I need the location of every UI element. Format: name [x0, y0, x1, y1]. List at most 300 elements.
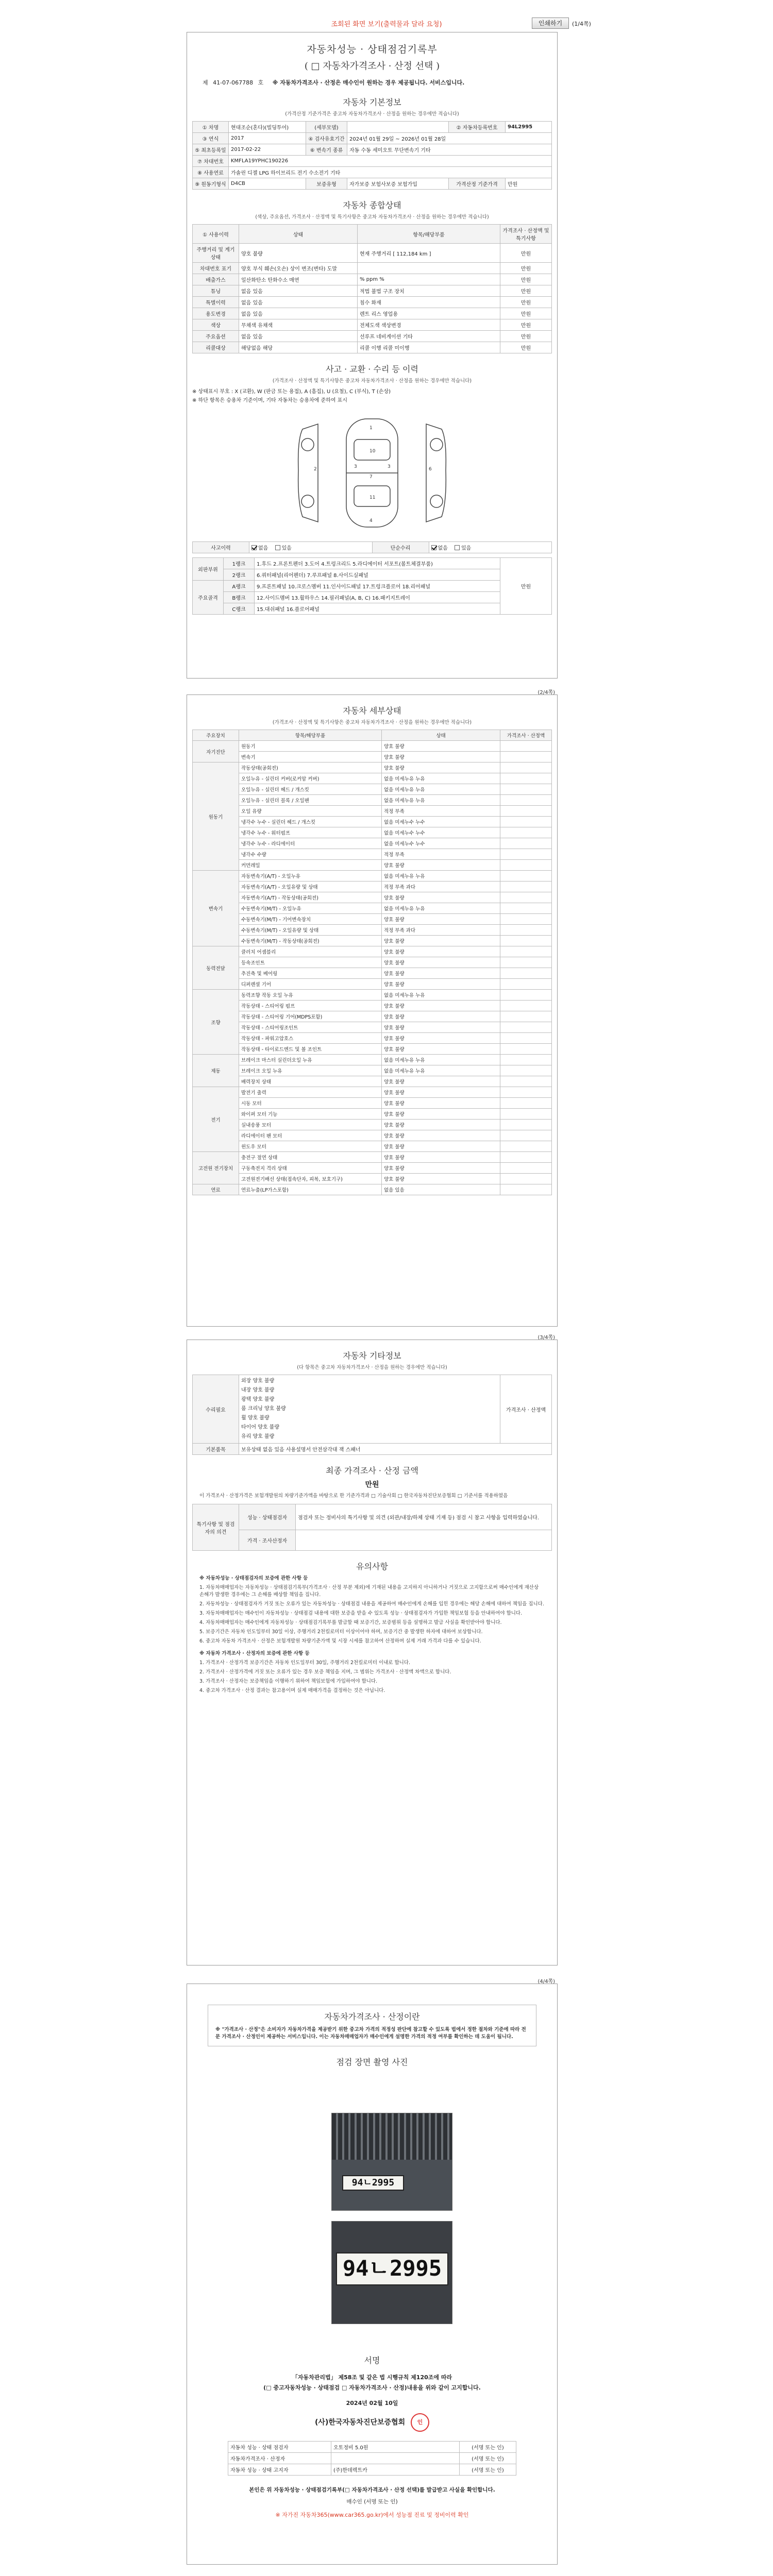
info-box: [208, 2005, 536, 2046]
detail-part: 클러치 어셈블리: [239, 946, 382, 957]
repair-item: 휠 양호 불량: [241, 1415, 270, 1421]
cell-label: ④ 검사유효기간: [306, 133, 347, 144]
front-plate-photo: [331, 2113, 452, 2211]
detail-part: 시동 모터: [239, 1098, 382, 1109]
table-row: [193, 331, 552, 342]
table-row: [193, 1109, 552, 1120]
detail-part: 자동변속기(A/T) - 오일유량 및 상태: [239, 882, 382, 892]
summary-cell-detail: % ppm %: [358, 274, 500, 285]
summary-cell-detail: 침수 화재: [358, 297, 500, 308]
table-row: [193, 1022, 552, 1033]
detail-state: 없음 미세누수 누수: [382, 838, 500, 849]
checkbox: [275, 545, 280, 550]
doc-notice: ※ 자동차가격조사 · 산정은 매수인이 원하는 경우 제공됩니다. 서비스입니다.: [272, 79, 465, 86]
notice-paragraph: 6. 중고차 자동차 가격조사 · 산정은 보험개발원 차량기준가액 및 시장 시세를 참고하여 산정하며 실제 거래 가격과 다를 수 있습니다.: [199, 1638, 481, 1644]
page-1: [187, 32, 558, 679]
table-row: [228, 2453, 516, 2464]
detail-part: 작동상태 - 타이로드엔드 및 볼 조인트: [239, 1044, 382, 1055]
column-header: ① 사용이력: [193, 225, 239, 244]
detail-part: 디퍼렌셜 기어: [239, 979, 382, 990]
detail-state: 양호 불량: [382, 946, 500, 957]
car-diagram: [287, 409, 457, 537]
summary-cell-label: 배출가스: [193, 274, 239, 285]
detail-price: [500, 806, 552, 817]
summary-cell-detail: 렌트 리스 영업용: [358, 308, 500, 319]
detail-part: 작동상태(공회전): [239, 762, 382, 773]
document-subtitle: ( □ 자동차가격조사 · 산정 선택 ): [304, 61, 440, 72]
summary-cell-detail: 전체도색 색상변경: [358, 319, 500, 331]
detail-part: 오일누유 - 실린더 블록 / 오일팬: [239, 795, 382, 806]
summary-cell-detail: [358, 263, 500, 274]
detail-price: [500, 1152, 552, 1163]
special-label: 특기사항 및 점검자의 의견: [193, 1504, 239, 1551]
detail-price: [500, 1109, 552, 1120]
cell-value: KMFLA19YPHC190226: [229, 156, 552, 167]
detail-state: 양호 불량: [382, 1087, 500, 1098]
detail-part: 오일 유량: [239, 806, 382, 817]
detail-state: 없음 미세누유 누유: [382, 903, 500, 914]
detail-part: 연료누출(LP가스포함): [239, 1184, 382, 1195]
cell-label: ② 자동차등록번호: [449, 122, 506, 133]
detail-price: [500, 741, 552, 752]
special-row-label: 가격 · 조사산정자: [239, 1530, 296, 1551]
notice-heading: ※ 자동차 가격조사 · 산정자의 보증에 관한 사항 등: [199, 1651, 310, 1656]
summary-cell-label: 용도변경: [193, 308, 239, 319]
summary-cell-detail: 현재 주행거리 [ 112,184 km ]: [358, 244, 500, 263]
cell-label: ① 차명: [193, 122, 229, 133]
table-row: [193, 903, 552, 914]
detail-price: [500, 1163, 552, 1174]
summary-cell-label: 차대번호 표기: [193, 263, 239, 274]
table-row: [193, 1152, 552, 1163]
side-head: 가격조사 · 산정액: [500, 1375, 552, 1444]
doc-no-value: 41-07-067788: [213, 79, 254, 86]
detail-price: [500, 968, 552, 979]
sign-box: [228, 2373, 516, 2432]
notice-paragraph: 2. 가격조사 · 산정가격에 거짓 또는 오류가 있는 경우 보증 책임을 지며, 그 범위는 가격조사 · 산정액 차액으로 합니다.: [199, 1669, 451, 1675]
detail-group: 전기: [193, 1087, 239, 1152]
detail-group: 연료: [193, 1184, 239, 1195]
signer-value: (주)한데렉트카: [331, 2464, 460, 2476]
detail-price: [500, 903, 552, 914]
accident-label: 사고이력: [193, 542, 249, 553]
frame-rank: B랭크: [224, 592, 255, 603]
other-info-title: 자동차 기타정보: [343, 1351, 401, 1361]
svg-text:4: 4: [369, 518, 373, 523]
detail-state: 없음 미세누유 누유: [382, 784, 500, 795]
detail-price: [500, 1174, 552, 1184]
plate-large: 94ㄴ2995: [336, 2252, 448, 2285]
accident-title: 사고 · 교환 · 수리 등 이력: [326, 364, 418, 374]
detail-part: 자동변속기(A/T) - 오일누유: [239, 871, 382, 882]
table-row: [193, 592, 552, 603]
detail-part: 브레이크 오일 누유: [239, 1065, 382, 1076]
cell-label: ⑨ 원동기형식: [193, 178, 229, 190]
table-row: [193, 1504, 552, 1530]
frame-rank: 1랭크: [224, 558, 255, 569]
detail-state: 양호 불량: [382, 762, 500, 773]
final-price-note: 이 가격조사 · 산정가격은 보험개발원의 차량기준가액을 바탕으로 한 기준가격과 □ 기술사회 □ 한국자동차진단보증협회 □ 기준서를 적용하였음: [199, 1493, 508, 1499]
page-3: [187, 1335, 558, 1965]
notice-link[interactable]: 조회된 화면 보기(출력물과 달라 요청): [331, 21, 442, 28]
grille-shape: [332, 2113, 452, 2160]
repair-item: 광택 양호 불량: [241, 1397, 275, 1402]
special-row-text: [296, 1530, 552, 1551]
table-row: [193, 1444, 552, 1455]
detail-state: 양호 불량: [382, 914, 500, 925]
detail-state: 양호 불량: [382, 1033, 500, 1044]
car-outline-icon: [287, 409, 457, 537]
signer-table: [228, 2441, 516, 2476]
table-row: [193, 871, 552, 882]
svg-text:10: 10: [369, 449, 376, 454]
table-row: [193, 914, 552, 925]
summary-cell-side: 만원: [500, 331, 552, 342]
sign-text: (□ 중고자동차성능 · 상태점검 □ 자동차가격조사 · 산정)내용을 위와 같이 고지합니다.: [263, 2384, 481, 2391]
table-row: [193, 838, 552, 849]
detail-part: 작동상태 - 파워고압호스: [239, 1033, 382, 1044]
detail-part: 냉각수 누수 - 워터펌프: [239, 827, 382, 838]
summary-cell-side: 만원: [500, 285, 552, 297]
cell-value: 가솔린 디젤 LPG 하이브리드 전기 수소전기 기타: [229, 167, 552, 178]
detail-state: 양호 불량: [382, 1098, 500, 1109]
detail-state: 없음 미세누유 누유: [382, 795, 500, 806]
table-row: [193, 1044, 552, 1055]
signer-label: 자동차 성능 · 상태 고지자: [228, 2464, 331, 2476]
detail-state: 양호 불량: [382, 860, 500, 871]
detail-state: 없음 미세누수 누수: [382, 817, 500, 827]
detail-group: 조향: [193, 990, 239, 1055]
detail-title: 자동차 세부상태: [343, 706, 401, 716]
summary-note: (색상, 주요옵션, 가격조사 · 산정액 및 특기사항은 중고차 자동차가격조사 · 산정을 원하는 경우에만 적습니다): [255, 214, 489, 220]
table-row: [193, 274, 552, 285]
cell-value: [347, 122, 449, 133]
detail-price: [500, 1055, 552, 1065]
cell-label: ⑤ 최초등록일: [193, 144, 229, 156]
notice-block-2: [199, 1650, 545, 1694]
table-row: [193, 122, 552, 133]
table-row: [193, 1055, 552, 1065]
summary-cell-state: 없음 있음: [239, 285, 358, 297]
page-count: (1/4쪽): [572, 21, 591, 27]
summary-cell-detail: 리콜 이행 리콜 미이행: [358, 342, 500, 353]
table-row: [193, 957, 552, 968]
frame-rank: 2랭크: [224, 569, 255, 581]
detail-part: 등속조인트: [239, 957, 382, 968]
table-header-row: [193, 730, 552, 741]
frame-items: 15.대쉬패널 16.플로어패널: [255, 603, 500, 615]
detail-price: [500, 1065, 552, 1076]
basic-info-note: (가격산정 기준가격은 중고차 자동차가격조사 · 산정을 원하는 경우에만 적습니다): [285, 111, 459, 117]
detail-state: 양호 불량: [382, 1011, 500, 1022]
repair-item: 외장 양호 불량: [241, 1378, 275, 1384]
info-text: ※ "가격조사 · 산정"은 소비자가 자동차가격을 제공받기 위한 중고차 가격의 적정성 판단에 참고할 수 있도록 법에서 정한 절차와 기준에 따라 전문 가격조사 · 산정인이 제공하는 서비스입니다. 이는 자동차매매업자가 매수인에게 설명한 가격의 적정 여부를 확인하는 데 도움이 됩니다.: [215, 2027, 526, 2040]
notice-paragraph: 3. 가격조사 · 산정자는 보증책임을 이행하기 위하여 책임보험에 가입하여야 합니다.: [199, 1679, 378, 1684]
detail-state: 양호 불량: [382, 1141, 500, 1152]
detail-group: 제동: [193, 1055, 239, 1087]
detail-state: 없음 미세누유 누유: [382, 871, 500, 882]
detail-price: [500, 1098, 552, 1109]
svg-text:3: 3: [354, 464, 357, 469]
detail-state: 적정 부족 과다: [382, 882, 500, 892]
table-row: [193, 558, 552, 569]
table-row: [193, 849, 552, 860]
table-row: [193, 968, 552, 979]
detail-price: [500, 1022, 552, 1033]
accident-status-table: [192, 541, 552, 553]
doc-no-label: 제: [203, 79, 208, 86]
summary-cell-side: 만원: [500, 244, 552, 263]
frame-items: 9.프론트패널 10.크로스멤버 11.인사이드패널 17.트렁크플로어 18.리어패널: [255, 581, 500, 592]
notice-paragraph: 2. 자동차성능 · 상태점검자가 거짓 또는 오류가 있는 자동차성능 · 상태점검 내용을 제공하여 매수인에게 손해를 입힌 경우에는 해당 손해에 대하여 책임을 집니다.: [199, 1601, 544, 1607]
detail-part: 오일누유 - 실린더 헤드 / 개스킷: [239, 784, 382, 795]
special-notes-table: [192, 1504, 552, 1551]
detail-state: 양호 불량: [382, 1001, 500, 1011]
table-row: [193, 1076, 552, 1087]
other-info-table: [192, 1375, 552, 1455]
summary-cell-label: 튜닝: [193, 285, 239, 297]
row-items: 보유상태 없음 있음 사용설명서 안전삼각대 잭 스패너: [239, 1444, 552, 1455]
cell-value: 94L2995: [506, 122, 552, 133]
table-row: [193, 1120, 552, 1130]
other-info-note: (다 항목은 중고차 자동차가격조사 · 산정을 원하는 경우에만 적습니다): [297, 1365, 447, 1370]
detail-part: 추진축 및 베어링: [239, 968, 382, 979]
repair-label: 단순수리: [372, 542, 429, 553]
table-row: [193, 156, 552, 167]
table-row: [193, 569, 552, 581]
detail-part: 작동상태 - 스티어링 기어(MDPS포함): [239, 1011, 382, 1022]
plate-small: 94ㄴ2995: [342, 2175, 404, 2191]
signer-label: 자동차 성능 · 상태 점검자: [228, 2442, 331, 2453]
summary-cell-state: 없음 있음: [239, 331, 358, 342]
top-bar: [0, 0, 773, 26]
detail-price: [500, 773, 552, 784]
detail-price: [500, 882, 552, 892]
frame-rank: A랭크: [224, 581, 255, 592]
notice-paragraph: 4. 자동차매매업자는 매수인에게 자동차성능 · 상태점검기록부를 발급할 때 보증기간, 보증범위 등을 설명하고 발급 사실을 확인받아야 합니다.: [199, 1620, 502, 1625]
detail-price: [500, 1184, 552, 1195]
table-row: [193, 936, 552, 946]
page-mark: (3/4쪽): [537, 1335, 555, 1341]
detail-price: [500, 838, 552, 849]
detail-price: [500, 1044, 552, 1055]
sign-title: 서명: [364, 2355, 380, 2365]
summary-cell-label: 주행거리 및 계기상태: [193, 244, 239, 263]
detail-state: 없음 있음: [382, 1184, 500, 1195]
detail-price: [500, 1001, 552, 1011]
summary-cell-side: 만원: [500, 297, 552, 308]
detail-part: 구동축전지 격리 상태: [239, 1163, 382, 1174]
table-row: [193, 990, 552, 1001]
detail-price: [500, 1130, 552, 1141]
detail-state: 양호 불량: [382, 979, 500, 990]
summary-title: 자동차 종합상태: [343, 200, 401, 210]
info-title: 자동차가격조사 · 산정이란: [324, 2012, 420, 2022]
frame-items: 12.사이드멤버 13.휠하우스 14.필러패널(A, B, C) 16.패키지트레이: [255, 592, 500, 603]
table-row: [193, 1130, 552, 1141]
notice-title: 유의사항: [356, 1562, 388, 1571]
table-row: [193, 244, 552, 263]
cell-label: 가격산정 기준가격: [449, 178, 506, 190]
table-row: [193, 882, 552, 892]
summary-cell-state: 무채색 유채색: [239, 319, 358, 331]
detail-part: 실내송풍 모터: [239, 1120, 382, 1130]
page-mark: (2/4쪽): [537, 690, 555, 696]
special-row-text: 점검자 또는 정비사의 특기사항 및 의견 (외관/내장/하체 상태 기재 등) 점검 시 참고 사항을 입력하였습니다.: [296, 1504, 552, 1530]
option-label: 없음: [258, 546, 268, 551]
table-row: [193, 1001, 552, 1011]
document-number: [203, 78, 557, 87]
checkbox-checked: [251, 545, 257, 550]
table-row: [193, 784, 552, 795]
detail-state: 양호 불량: [382, 892, 500, 903]
detail-group: 고전원 전기장치: [193, 1152, 239, 1184]
table-row: [193, 285, 552, 297]
svg-text:3: 3: [388, 464, 391, 469]
final-price-title: 최종 가격조사 · 산정 금액: [326, 1466, 418, 1476]
basic-info-table: [192, 121, 552, 190]
cell-value: 자가보증 보험사보증 보험가입: [347, 178, 449, 190]
cell-label: (세부모델): [306, 122, 347, 133]
notice-paragraph: 4. 중고차 가격조사 · 산정 결과는 참고용이며 실제 매매가격을 결정하는 것은 아닙니다.: [199, 1688, 385, 1693]
detail-state: 양호 불량: [382, 936, 500, 946]
checkbox: [455, 545, 460, 550]
detail-price: [500, 762, 552, 773]
rear-plate-photo: [331, 2221, 452, 2324]
detail-price: [500, 817, 552, 827]
option-label: 없음: [438, 546, 448, 551]
table-row: [193, 308, 552, 319]
document-title: 자동차성능 · 상태점검기록부: [307, 44, 438, 55]
detail-price: [500, 1120, 552, 1130]
table-row: [193, 892, 552, 903]
checkbox-checked: [431, 545, 436, 550]
final-price-value: 만원: [365, 1481, 379, 1489]
row-group: 기본품목: [193, 1444, 239, 1455]
table-row: [193, 542, 552, 553]
table-row: [193, 1141, 552, 1152]
table-row: [193, 297, 552, 308]
summary-cell-state: 일산화탄소 탄화수소 매연: [239, 274, 358, 285]
detail-state: 양호 불량: [382, 1120, 500, 1130]
svg-text:11: 11: [369, 495, 376, 500]
detail-state: 적정 부족 과다: [382, 925, 500, 936]
cell-value: D4CB: [229, 178, 306, 190]
svg-text:7: 7: [369, 474, 373, 480]
sign-org-row: [228, 2413, 516, 2432]
notice-paragraph: 1. 자동차매매업자는 자동차성능 · 상태점검기록부(가격조사 · 산정 부분 제외)에 기재된 내용을 고지하지 아니하거나 거짓으로 고지함으로써 매수인에게 재산상 손해가 발생한 경우에는 그 손해를 배상할 책임을 집니다.: [199, 1585, 539, 1598]
detail-group: 자기진단: [193, 741, 239, 762]
repair-none: [429, 542, 552, 553]
detail-price: [500, 957, 552, 968]
detail-table: [192, 730, 552, 1195]
option-label: 있음: [461, 546, 472, 551]
basic-info-title: 자동차 기본정보: [343, 97, 401, 107]
cell-label: ③ 연식: [193, 133, 229, 144]
table-row: [228, 2442, 516, 2453]
signer-sign: (서명 또는 인): [460, 2464, 516, 2476]
notice-paragraph: 3. 자동차매매업자는 매수인이 자동차성능 · 상태점검 내용에 대한 보증을 받을 수 있도록 성능 · 상태점검자가 가입한 책임보험 등을 안내하여야 합니다.: [199, 1611, 523, 1616]
frame-items: 1.후드 2.프론트펜더 3.도어 4.트렁크리드 5.라디에이터 서포트(볼트체결부품): [255, 558, 500, 569]
table-row: [193, 1174, 552, 1184]
detail-state: 적정 부족: [382, 849, 500, 860]
cell-value: 2017-02-22: [229, 144, 306, 156]
cell-value: 2017: [229, 133, 306, 144]
detail-part: 수동변속기(M/T) - 작동상태(공회전): [239, 936, 382, 946]
table-row: [193, 979, 552, 990]
sign-text: 「자동차관리법」 제58조 및 같은 법 시행규칙 제120조에 따라: [292, 2374, 452, 2381]
detail-part: 작동상태 - 스티어링 펌프: [239, 1001, 382, 1011]
detail-part: 자동변속기(A/T) - 작동상태(공회전): [239, 892, 382, 903]
column-header: 상태: [382, 730, 500, 741]
svg-text:2: 2: [314, 467, 317, 472]
table-row: [193, 1011, 552, 1022]
detail-part: 윈도우 모터: [239, 1141, 382, 1152]
table-row: [193, 263, 552, 274]
detail-state: 없음 미세누유 누유: [382, 1065, 500, 1076]
table-row: [193, 925, 552, 936]
table-row: [193, 762, 552, 773]
table-row: [193, 1033, 552, 1044]
table-row: [193, 581, 552, 592]
cell-label: ⑥ 변속기 종류: [306, 144, 347, 156]
detail-price: [500, 946, 552, 957]
detail-price: [500, 795, 552, 806]
summary-cell-side: 만원: [500, 319, 552, 331]
detail-price: [500, 892, 552, 903]
detail-price: [500, 1011, 552, 1022]
detail-price: [500, 1033, 552, 1044]
detail-part: 발전기 출력: [239, 1087, 382, 1098]
buyer-confirm-text: 본인은 위 자동차성능 · 상태점검기록부(□ 자동차가격조사 · 산정 선택)를 발급받고 사실을 확인합니다.: [249, 2487, 495, 2493]
summary-cell-side: 만원: [500, 263, 552, 274]
detail-price: [500, 990, 552, 1001]
detail-part: 커먼레일: [239, 860, 382, 871]
detail-part: 냉각수 수량: [239, 849, 382, 860]
detail-part: 작동상태 - 스티어링조인트: [239, 1022, 382, 1033]
frame-price: 만원: [500, 558, 552, 615]
cell-value: 2024년 01월 29일 ~ 2026년 01월 28일: [347, 133, 552, 144]
detail-part: 라디에이터 팬 모터: [239, 1130, 382, 1141]
summary-cell-detail: 적법 불법 구조 장치: [358, 285, 500, 297]
cell-value: 자동 수동 세미오토 무단변속기 기타: [347, 144, 552, 156]
frame-rank: C랭크: [224, 603, 255, 615]
signer-sign: (서명 또는 인): [460, 2453, 516, 2464]
detail-state: 없음 미세누유 누유: [382, 990, 500, 1001]
table-row: [228, 2464, 516, 2476]
table-row: [193, 167, 552, 178]
detail-state: 양호 불량: [382, 1174, 500, 1184]
detail-price: [500, 860, 552, 871]
table-row: [193, 1065, 552, 1076]
detail-part: 동력조향 작동 오일 누유: [239, 990, 382, 1001]
detail-price: [500, 827, 552, 838]
special-row-label: 성능 · 상태점검자: [239, 1504, 296, 1530]
detail-state: 없음 미세누유 누유: [382, 1055, 500, 1065]
signer-sign: (서명 또는 인): [460, 2442, 516, 2453]
print-button[interactable]: 인쇄하기: [532, 18, 569, 29]
detail-part: 충전구 절연 상태: [239, 1152, 382, 1163]
signer-value: 오토정비 5.0원: [331, 2442, 460, 2453]
table-row: [193, 1087, 552, 1098]
official-stamp: 인: [411, 2413, 429, 2432]
cell-value: 현대조순(혼다)(빌딩투어): [229, 122, 306, 133]
detail-price: [500, 979, 552, 990]
svg-text:1: 1: [369, 426, 373, 431]
detail-price: [500, 1076, 552, 1087]
detail-state: 양호 불량: [382, 741, 500, 752]
detail-state: 양호 불량: [382, 1163, 500, 1174]
